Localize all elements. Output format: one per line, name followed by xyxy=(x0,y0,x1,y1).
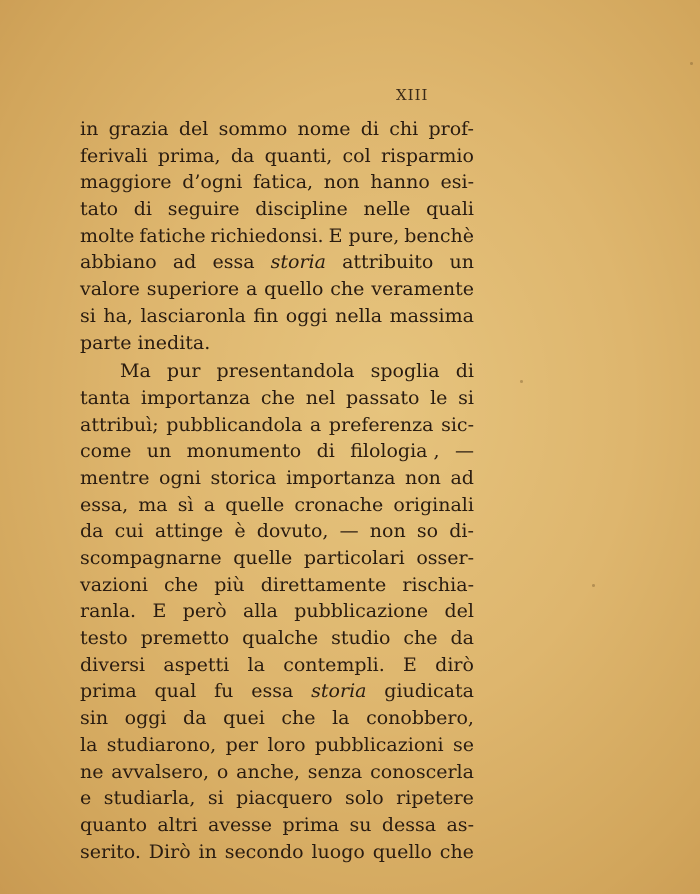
word: luogo xyxy=(311,840,365,863)
word: — xyxy=(454,440,474,463)
word: storia xyxy=(311,680,367,703)
word: da xyxy=(230,144,255,167)
text-line xyxy=(80,545,474,572)
word: fatica, xyxy=(252,171,314,194)
word: chi xyxy=(389,118,419,140)
word: presentandola xyxy=(216,360,355,383)
word: del xyxy=(444,600,474,623)
text-line xyxy=(80,385,474,412)
word: che xyxy=(439,840,474,863)
word: sic- xyxy=(441,413,474,436)
word: qual xyxy=(154,680,197,703)
word: un xyxy=(449,251,474,274)
word: fin xyxy=(253,304,279,327)
word: altri xyxy=(157,813,198,836)
word: storica xyxy=(210,466,277,489)
word: di- xyxy=(449,520,474,543)
word: si xyxy=(458,386,474,409)
word: hanno xyxy=(370,171,430,194)
word: ha, xyxy=(103,304,133,327)
word: discipline xyxy=(255,198,348,221)
word: più xyxy=(214,573,245,596)
word: preferenza xyxy=(328,413,434,436)
word: nome xyxy=(297,118,351,140)
word: col xyxy=(342,144,371,167)
word: contempli. xyxy=(283,653,385,676)
word: oggi xyxy=(285,304,328,327)
page-number: XIII xyxy=(396,86,429,104)
word: ne xyxy=(80,760,104,783)
word: e xyxy=(80,787,92,810)
word: aspetti xyxy=(163,653,230,676)
word: ad xyxy=(172,251,197,274)
word: grazia xyxy=(108,118,169,140)
word: esi- xyxy=(440,171,474,194)
word: mentre xyxy=(80,466,150,489)
word: ogni xyxy=(159,466,201,489)
text-line xyxy=(80,518,474,545)
word: studio xyxy=(331,627,391,650)
word: la xyxy=(80,733,98,756)
word: filologia , xyxy=(350,440,440,463)
word: avvalsero, xyxy=(111,760,210,783)
word: Dirò xyxy=(148,840,191,863)
word: quanti, xyxy=(264,144,333,167)
word: a xyxy=(245,278,258,301)
word: che xyxy=(330,278,365,301)
word: si xyxy=(80,304,96,327)
word: pubblicazioni xyxy=(314,733,444,756)
word: essa xyxy=(212,251,255,274)
word: E xyxy=(152,600,167,623)
word: che xyxy=(403,627,438,650)
word: tanta xyxy=(80,386,131,409)
word: veramente xyxy=(371,278,474,301)
word: dovuto, xyxy=(256,520,329,543)
word: tato xyxy=(80,198,119,221)
word: spoglia xyxy=(370,360,440,383)
word: ranla. xyxy=(80,600,137,623)
word: essa, xyxy=(80,493,129,516)
word: se xyxy=(452,733,474,756)
word: la xyxy=(247,653,265,676)
word: direttamente xyxy=(260,573,387,596)
word: sommo xyxy=(218,118,288,140)
word: prima xyxy=(282,813,340,836)
text-line xyxy=(80,249,474,276)
word: fu xyxy=(214,680,234,703)
word: sin xyxy=(80,707,109,730)
word: diversi xyxy=(80,653,146,676)
word: essa xyxy=(251,680,294,703)
text-line xyxy=(80,196,474,223)
word: per xyxy=(225,733,259,756)
text-line xyxy=(80,438,474,465)
word: rischia- xyxy=(402,573,474,596)
word: da xyxy=(183,707,207,730)
word: a xyxy=(309,413,322,436)
word: maggiore xyxy=(80,171,172,194)
word: ad xyxy=(450,466,474,489)
word: di xyxy=(360,118,379,140)
word: attribuito xyxy=(342,251,434,274)
text-line xyxy=(80,839,474,866)
word: dessa xyxy=(381,813,437,836)
word: la xyxy=(332,707,350,730)
word: non xyxy=(404,466,441,489)
text-line xyxy=(80,330,474,357)
word: nelle xyxy=(363,198,411,221)
word: E xyxy=(403,653,417,676)
text-line xyxy=(80,625,474,652)
word: passato xyxy=(346,386,420,409)
word: conobbero, xyxy=(366,707,474,730)
word: importanza xyxy=(286,466,396,489)
word: su xyxy=(349,813,372,836)
text-line xyxy=(80,759,474,786)
word: prima xyxy=(80,680,137,703)
word: ma xyxy=(138,493,168,516)
text-line xyxy=(80,143,474,170)
word: oggi xyxy=(124,707,167,730)
word: nella xyxy=(335,304,383,327)
word: premetto xyxy=(140,627,230,650)
word: d’ogni xyxy=(182,171,243,194)
word: solo xyxy=(344,787,384,810)
word: sì xyxy=(177,493,194,516)
text-line xyxy=(80,492,474,519)
text-line xyxy=(80,412,474,439)
word: in xyxy=(198,840,217,863)
word: cronache xyxy=(294,493,384,516)
word: che xyxy=(260,386,296,409)
word: attribuì; xyxy=(80,413,159,436)
word: monumento xyxy=(186,440,302,463)
word: da xyxy=(450,627,474,650)
word: ferivali xyxy=(80,144,148,167)
word: non xyxy=(323,171,360,194)
word: piacquero xyxy=(236,787,333,810)
text-line xyxy=(80,705,474,732)
word: so xyxy=(416,520,439,543)
word: E pure, xyxy=(328,224,400,247)
word: del xyxy=(178,118,209,140)
word: però xyxy=(182,600,227,623)
word: serito. xyxy=(80,840,141,863)
body-text xyxy=(80,116,474,865)
word: risparmio xyxy=(380,144,474,167)
word: particolari xyxy=(303,547,405,569)
word: di xyxy=(455,360,474,383)
word: Ma xyxy=(120,360,151,383)
word: prima, xyxy=(157,144,221,167)
word: anche, xyxy=(236,760,300,783)
paper-speck xyxy=(690,62,693,65)
text-line xyxy=(80,465,474,492)
word: testo xyxy=(80,627,128,650)
paper-speck xyxy=(592,584,595,587)
word: a xyxy=(203,493,216,516)
word: pubblicazione xyxy=(294,600,429,623)
word: da xyxy=(80,520,104,543)
word: senza xyxy=(307,760,363,783)
word: avesse xyxy=(208,813,273,836)
word: richiedonsi. xyxy=(210,224,324,247)
word: importanza xyxy=(140,386,251,409)
word: quelle xyxy=(233,547,293,569)
word: quanto xyxy=(80,813,148,836)
text-line xyxy=(80,572,474,599)
word: non xyxy=(369,520,406,543)
word: che xyxy=(163,573,199,596)
word: ripetere xyxy=(396,787,474,810)
word: nel xyxy=(305,386,336,409)
word: valore xyxy=(80,278,140,301)
word: seguire xyxy=(167,198,240,221)
word: un xyxy=(146,440,172,463)
word: come xyxy=(80,440,132,463)
word: parte inedita. xyxy=(80,331,211,354)
word: storia xyxy=(270,251,326,274)
paper-speck xyxy=(520,380,523,383)
word: benchè xyxy=(404,224,474,247)
word: pur xyxy=(166,360,201,383)
word: secondo xyxy=(224,840,304,863)
word: quali xyxy=(426,198,474,221)
text-line xyxy=(80,116,474,143)
word: superiore xyxy=(146,278,240,301)
word: fatiche xyxy=(139,224,206,247)
word: alla xyxy=(243,600,278,623)
word: loro xyxy=(267,733,306,756)
word: le xyxy=(430,386,448,409)
text-line xyxy=(80,169,474,196)
text-line xyxy=(80,276,474,303)
word: di xyxy=(133,198,153,221)
word: conoscerla xyxy=(370,760,474,783)
text-line xyxy=(80,303,474,330)
word: quei xyxy=(223,707,265,730)
word: qualche xyxy=(242,627,319,650)
text-line xyxy=(80,358,474,385)
word: attinge xyxy=(154,520,224,543)
word: quello xyxy=(264,278,324,301)
text-line xyxy=(80,598,474,625)
word: vazioni xyxy=(80,573,148,596)
word: o xyxy=(216,760,229,783)
word: giudicata xyxy=(384,680,474,703)
word: studiarla, xyxy=(103,787,196,810)
text-line xyxy=(80,812,474,839)
word: di xyxy=(316,440,335,463)
text-line xyxy=(80,223,474,250)
word: quello xyxy=(372,840,432,863)
word: osser- xyxy=(416,547,474,569)
word: abbiano xyxy=(80,251,157,274)
word: pubblicandola xyxy=(166,413,303,436)
text-line xyxy=(80,732,474,759)
word: — xyxy=(339,520,359,543)
word: studiarono, xyxy=(106,733,217,756)
word: molte xyxy=(80,224,135,247)
word: lasciaronla xyxy=(140,304,246,327)
word: cui xyxy=(114,520,144,543)
word: dirò xyxy=(435,653,474,676)
text-line xyxy=(80,785,474,812)
word: as- xyxy=(446,813,474,836)
word: in xyxy=(80,118,99,140)
word: si xyxy=(207,787,224,810)
word: quelle xyxy=(225,493,285,516)
word: prof- xyxy=(428,118,474,140)
word: scompagnarne xyxy=(80,547,222,569)
word: che xyxy=(281,707,316,730)
word: massima xyxy=(389,304,474,327)
word: è xyxy=(234,520,246,543)
text-line xyxy=(80,678,474,705)
word: originali xyxy=(393,493,474,516)
text-line xyxy=(80,652,474,679)
